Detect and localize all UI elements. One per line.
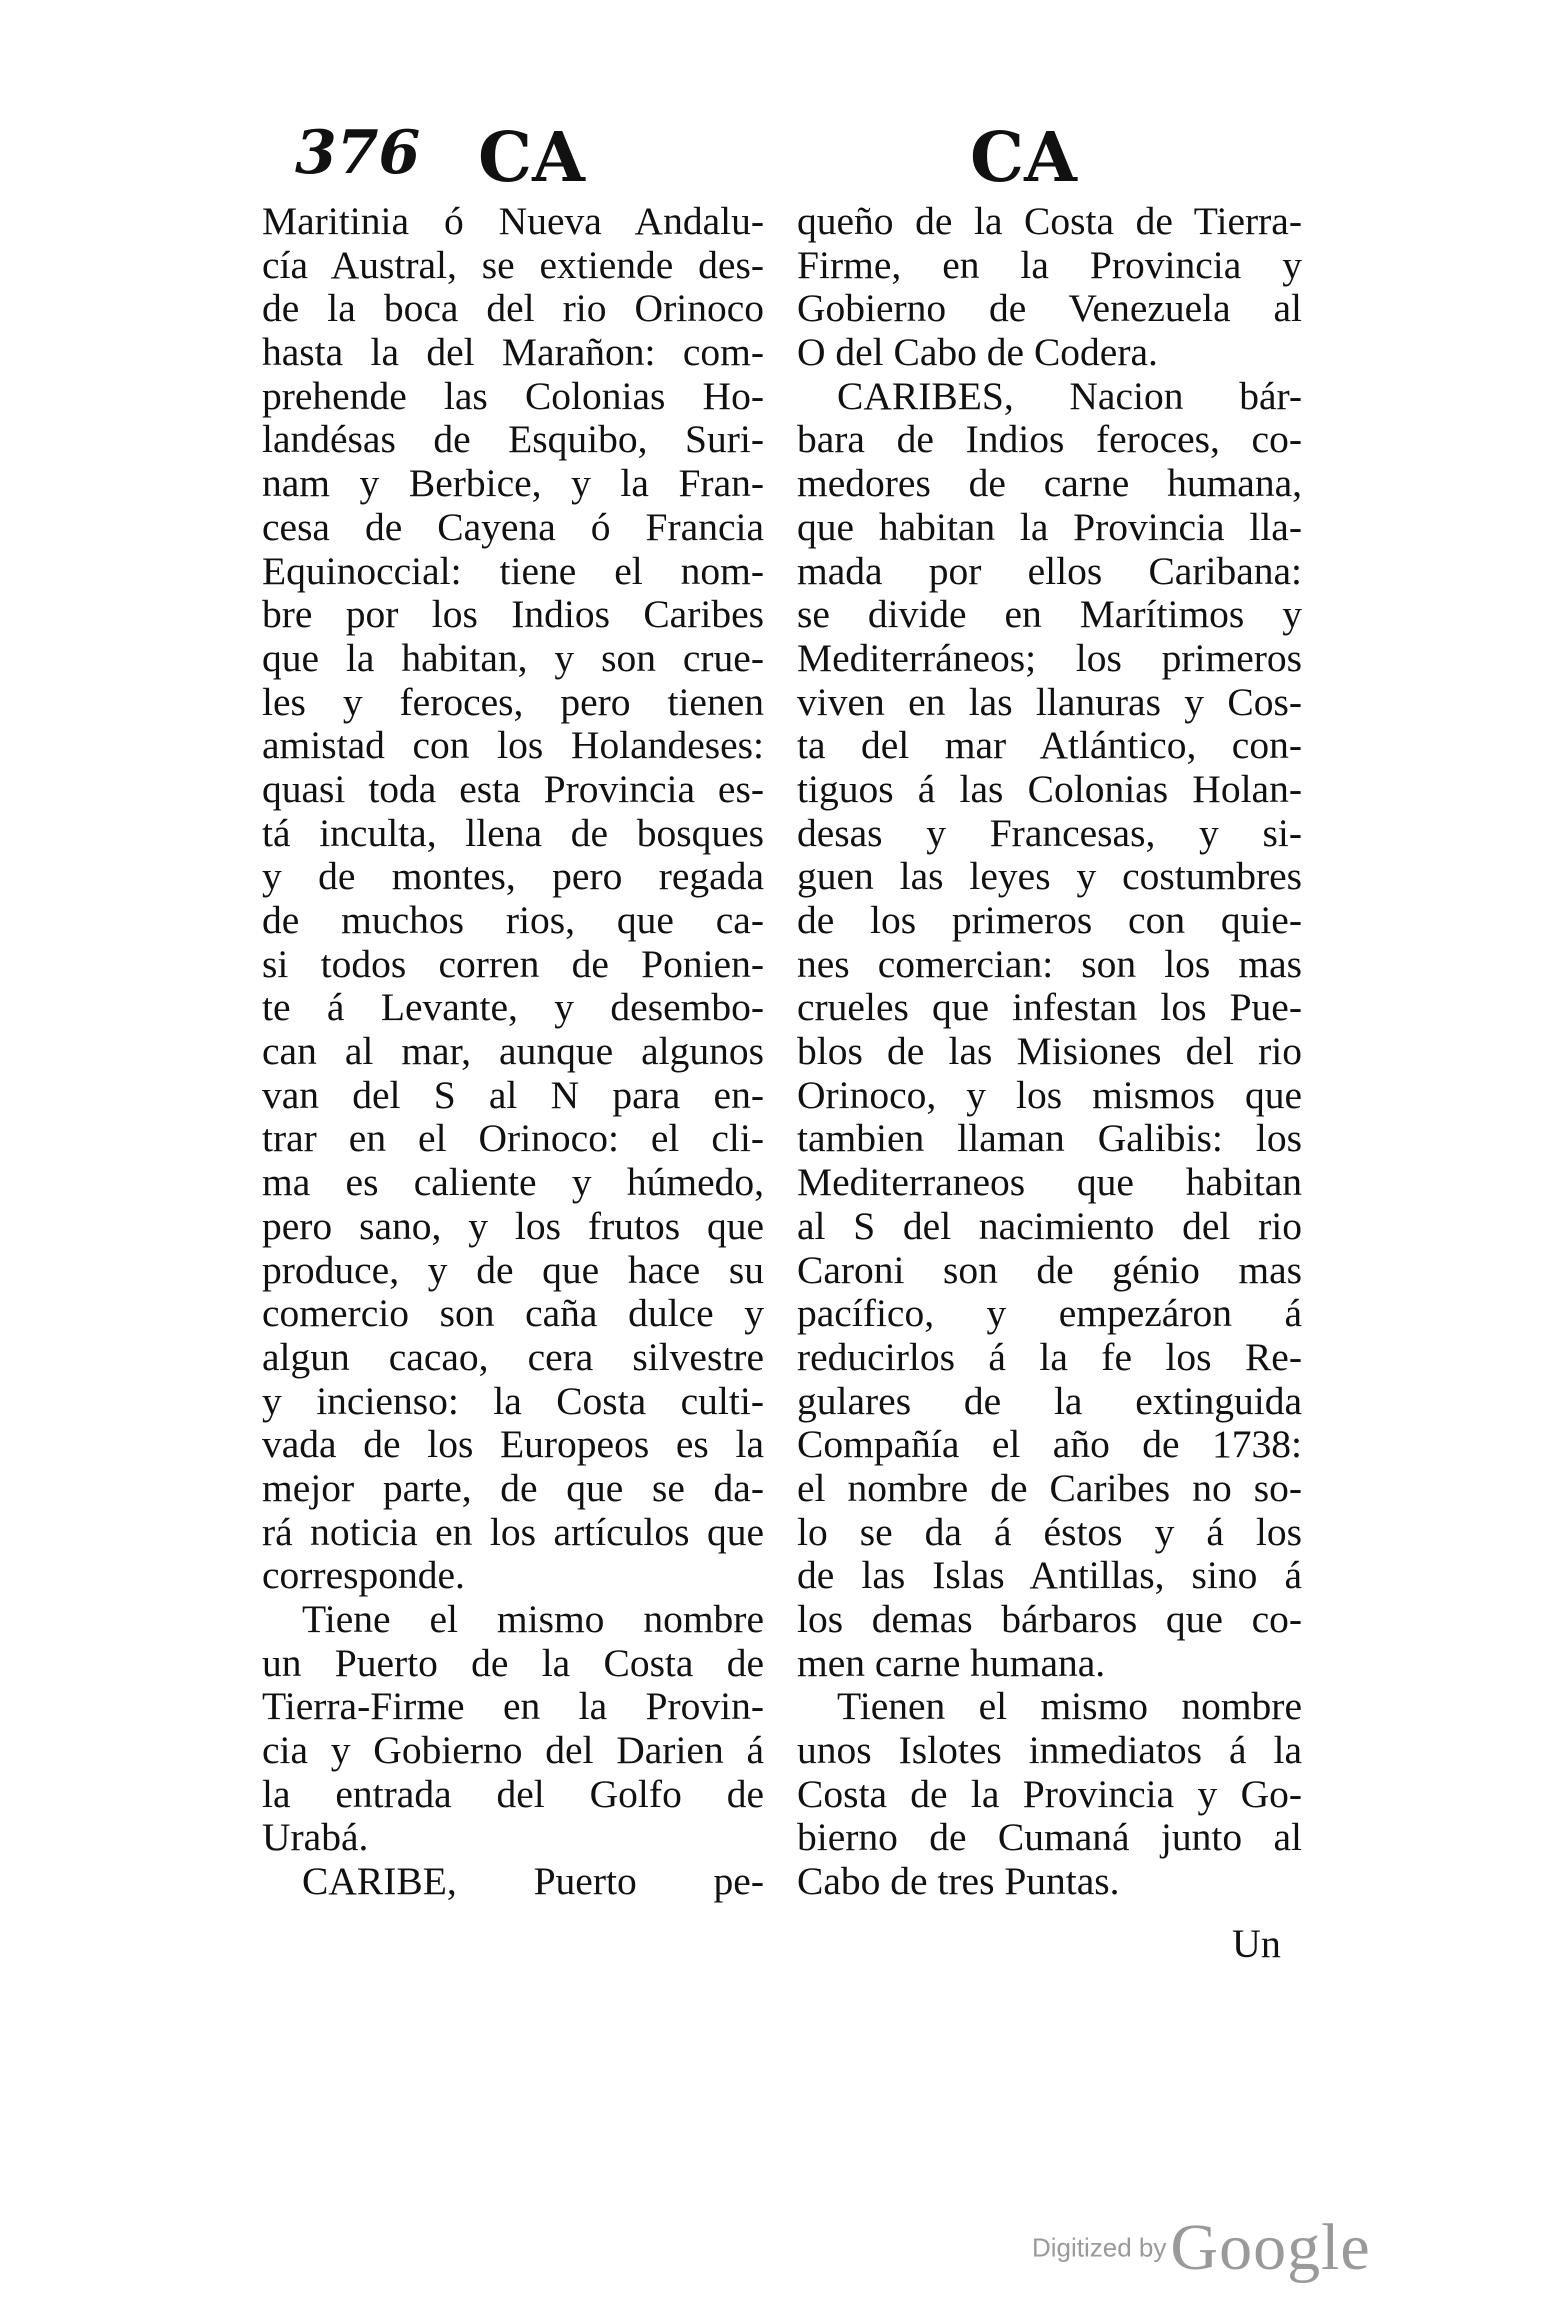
running-head-right: CA [970, 118, 1077, 198]
text-line: reducirlos á la fe los Re- [797, 1335, 1302, 1379]
text-line: al S del nacimiento del rio [797, 1204, 1302, 1248]
text-line: Tiene el mismo nombre [302, 1598, 764, 1641]
text-line: ma es caliente y húmedo, [262, 1161, 764, 1205]
text-line: se divide en Marítimos y [797, 593, 1302, 637]
text-line: CARIBE, Puerto pe- [302, 1860, 764, 1904]
page-number: 376 [295, 118, 421, 188]
text-line: de los primeros con quie- [797, 899, 1302, 942]
text-line: Firme, en la Provincia y [797, 243, 1302, 287]
text-line: medores de carne humana, [797, 462, 1302, 506]
text-line: trar en el Orinoco: el cli- [262, 1117, 764, 1161]
text-line: les y feroces, pero tienen [262, 680, 764, 724]
text-line: nam y Berbice, y la Fran- [262, 462, 764, 506]
left-text-column [262, 200, 764, 1904]
text-line: bara de Indios feroces, co- [797, 418, 1302, 462]
text-line: cía Austral, se extiende des- [262, 243, 764, 287]
text-line: produce, y de que hace su [262, 1248, 764, 1292]
text-line: bre por los Indios Caribes [262, 593, 764, 637]
text-line: rá noticia en los artículos que [262, 1510, 764, 1554]
text-line: tá inculta, llena de bosques [262, 811, 764, 855]
text-line: pacífico, y empezáron á [797, 1292, 1302, 1336]
text-line: gulares de la extinguida [797, 1379, 1302, 1423]
text-line: O del Cabo de Codera. [797, 330, 1158, 375]
text-line: queño de la Costa de Tierra- [797, 200, 1302, 243]
text-line: viven en las llanuras y Cos- [797, 680, 1302, 724]
text-line: blos de las Misiones del rio [797, 1030, 1302, 1074]
text-line: guen las leyes y costumbres [797, 855, 1302, 899]
running-head-left: CA [478, 118, 585, 198]
text-line: Maritinia ó Nueva Andalu- [262, 200, 764, 243]
right-text-column [797, 200, 1302, 1904]
text-line: los demas bárbaros que co- [797, 1598, 1302, 1641]
text-line: mada por ellos Caribana: [797, 549, 1302, 593]
text-line: hasta la del Marañon: com- [262, 331, 764, 375]
text-line: te á Levante, y desembo- [262, 986, 764, 1030]
text-line: Costa de la Provincia y Go- [797, 1772, 1302, 1816]
text-line: Caroni son de génio mas [797, 1248, 1302, 1292]
text-line: de muchos rios, que ca- [262, 899, 764, 942]
text-line: un Puerto de la Costa de [262, 1641, 764, 1685]
text-line: can al mar, aunque algunos [262, 1030, 764, 1074]
digitization-watermark [1032, 2210, 1371, 2286]
text-line: mejor parte, de que se da- [262, 1466, 764, 1510]
catchword: Un [1232, 1921, 1281, 1966]
text-line: ta del mar Atlántico, con- [797, 724, 1302, 768]
text-line: prehende las Colonias Ho- [262, 374, 764, 418]
text-line: que habitan la Provincia lla- [797, 505, 1302, 549]
text-line: y de montes, pero regada [262, 855, 764, 899]
text-line: tiguos á las Colonias Holan- [797, 767, 1302, 811]
text-line: Mediterraneos que habitan [797, 1161, 1302, 1205]
text-line: algun cacao, cera silvestre [262, 1335, 764, 1379]
google-logo: Google [1170, 2211, 1371, 2284]
text-line: Orinoco, y los mismos que [797, 1073, 1302, 1117]
text-line: cesa de Cayena ó Francia [262, 505, 764, 549]
text-line: si todos corren de Ponien- [262, 942, 764, 986]
text-line: la entrada del Golfo de [262, 1772, 764, 1816]
text-line: crueles que infestan los Pue- [797, 986, 1302, 1030]
text-line: bierno de Cumaná junto al [797, 1816, 1302, 1860]
text-line: Equinoccial: tiene el nom- [262, 549, 764, 593]
text-line: y incienso: la Costa culti- [262, 1379, 764, 1423]
text-line: que la habitan, y son crue- [262, 636, 764, 680]
text-line: Tierra-Firme en la Provin- [262, 1685, 764, 1729]
text-line: men carne humana. [797, 1640, 1106, 1685]
text-line: Mediterráneos; los primeros [797, 636, 1302, 680]
text-line: de la boca del rio Orinoco [262, 287, 764, 331]
text-line: Tienen el mismo nombre [837, 1685, 1302, 1729]
text-line: el nombre de Caribes no so- [797, 1466, 1302, 1510]
text-line: van del S al N para en- [262, 1073, 764, 1117]
text-line: Urabá. [262, 1815, 369, 1860]
text-line: pero sano, y los frutos que [262, 1204, 764, 1248]
text-line: cia y Gobierno del Darien á [262, 1729, 764, 1773]
text-line: desas y Francesas, y si- [797, 811, 1302, 855]
text-line: Gobierno de Venezuela al [797, 287, 1302, 331]
text-line: Compañía el año de 1738: [797, 1423, 1302, 1467]
text-line: corresponde. [262, 1553, 465, 1598]
text-line: quasi toda esta Provincia es- [262, 767, 764, 811]
text-line: unos Islotes inmediatos á la [797, 1729, 1302, 1773]
text-line: lo se da á éstos y á los [797, 1510, 1302, 1554]
text-line: comercio son caña dulce y [262, 1292, 764, 1336]
text-line: landésas de Esquibo, Suri- [262, 418, 764, 462]
text-line: CARIBES, Nacion bár- [837, 374, 1302, 418]
text-line: amistad con los Holandeses: [262, 724, 764, 768]
text-line: vada de los Europeos es la [262, 1423, 764, 1467]
watermark-prefix: Digitized by [1032, 2232, 1167, 2263]
text-line: de las Islas Antillas, sino á [797, 1554, 1302, 1598]
text-line: tambien llaman Galibis: los [797, 1117, 1302, 1161]
text-line: Cabo de tres Puntas. [797, 1859, 1120, 1904]
text-line: nes comercian: son los mas [797, 942, 1302, 986]
